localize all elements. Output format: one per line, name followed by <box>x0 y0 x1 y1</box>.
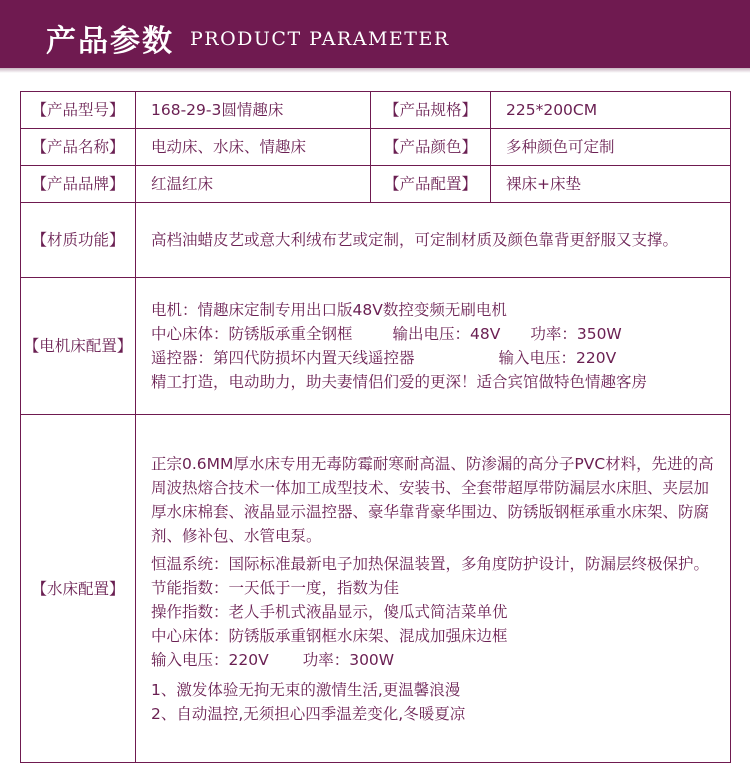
motor-frame-line <box>151 322 720 346</box>
spec-label: 【产品规格】 <box>371 92 491 129</box>
config-value: 裸床+床垫 <box>491 166 731 203</box>
waterbed-operation: 操作指数：老人手机式液晶显示，傻瓜式简洁菜单优 <box>151 602 508 621</box>
header-shadow <box>0 68 750 73</box>
header-title-cn: 产品参数 <box>46 24 174 59</box>
table-row <box>21 203 731 278</box>
name-label: 【产品名称】 <box>21 129 136 166</box>
waterbed-feature-2: 2、自动温控,无须担心四季温差变化,冬暖夏凉 <box>151 704 466 723</box>
config-label: 【产品配置】 <box>371 166 491 203</box>
motor-input-voltage: 输入电压：220V <box>498 349 617 367</box>
motor-frame: 中心床体：防锈版承重全钢框 <box>151 325 353 343</box>
material-value: 高档油蜡皮艺或意大利绒布艺或定制，可定制材质及颜色靠背更舒服又支撑。 <box>136 203 731 278</box>
waterbed-intro: 正宗0.6MM厚水床专用无毒防霉耐寒耐高温、防渗漏的高分子PVC材料，先进的高周波热熔合技术一体加工成型技术、安装书、全套带超厚带防漏层水床胆、夹层加厚水床棉套、液晶显示温控器、豪华靠背豪华围边、防锈版钢框承重水床架、防腐剂、修补包、水管电泵。 <box>151 454 714 545</box>
motor-power: 功率：350W <box>530 325 622 343</box>
waterbed-config <box>136 415 731 763</box>
parameter-table <box>20 91 731 763</box>
material-label: 【材质功能】 <box>21 203 136 278</box>
brand-value: 红温红床 <box>136 166 371 203</box>
waterbed-label: 【水床配置】 <box>21 415 136 763</box>
motor-config <box>136 278 731 415</box>
waterbed-thermo: 恒温系统：国际标准最新电子加热保温装置，多角度防护设计，防漏层终极保护。 <box>151 554 710 573</box>
waterbed-voltage-line <box>151 648 720 672</box>
motor-label: 【电机床配置】 <box>21 278 136 415</box>
waterbed-frame: 中心床体：防锈版承重钢框水床架、混成加强床边框 <box>151 626 508 645</box>
table-row <box>21 415 731 763</box>
waterbed-feature-1: 1、激发体验无拘无束的激情生活,更温馨浪漫 <box>151 680 461 699</box>
table-row <box>21 278 731 415</box>
color-value: 多种颜色可定制 <box>491 129 731 166</box>
motor-line: 电机：情趣床定制专用出口版48V数控变频无刷电机 <box>151 301 507 319</box>
header-banner <box>0 0 750 68</box>
waterbed-power: 功率：300W <box>302 650 395 669</box>
motor-description: 精工打造，电动助力，助夫妻情侣们爱的更深！适合宾馆做特色情趣客房 <box>151 373 648 391</box>
header-title-en: PRODUCT PARAMETER <box>190 28 450 50</box>
color-label: 【产品颜色】 <box>371 129 491 166</box>
table-row <box>21 129 731 166</box>
motor-remote-line <box>151 346 720 370</box>
motor-output-voltage: 输出电压：48V <box>392 325 501 343</box>
spec-value: 225*200CM <box>491 92 731 129</box>
brand-label: 【产品品牌】 <box>21 166 136 203</box>
model-value: 168-29-3圆情趣床 <box>136 92 371 129</box>
waterbed-energy: 节能指数：一天低于一度，指数为佳 <box>151 578 400 597</box>
model-label: 【产品型号】 <box>21 92 136 129</box>
motor-remote: 遥控器：第四代防损坏内置天线遥控器 <box>151 349 415 367</box>
name-value: 电动床、水床、情趣床 <box>136 129 371 166</box>
table-row <box>21 166 731 203</box>
waterbed-input-voltage: 输入电压：220V <box>151 650 269 669</box>
table-row <box>21 92 731 129</box>
